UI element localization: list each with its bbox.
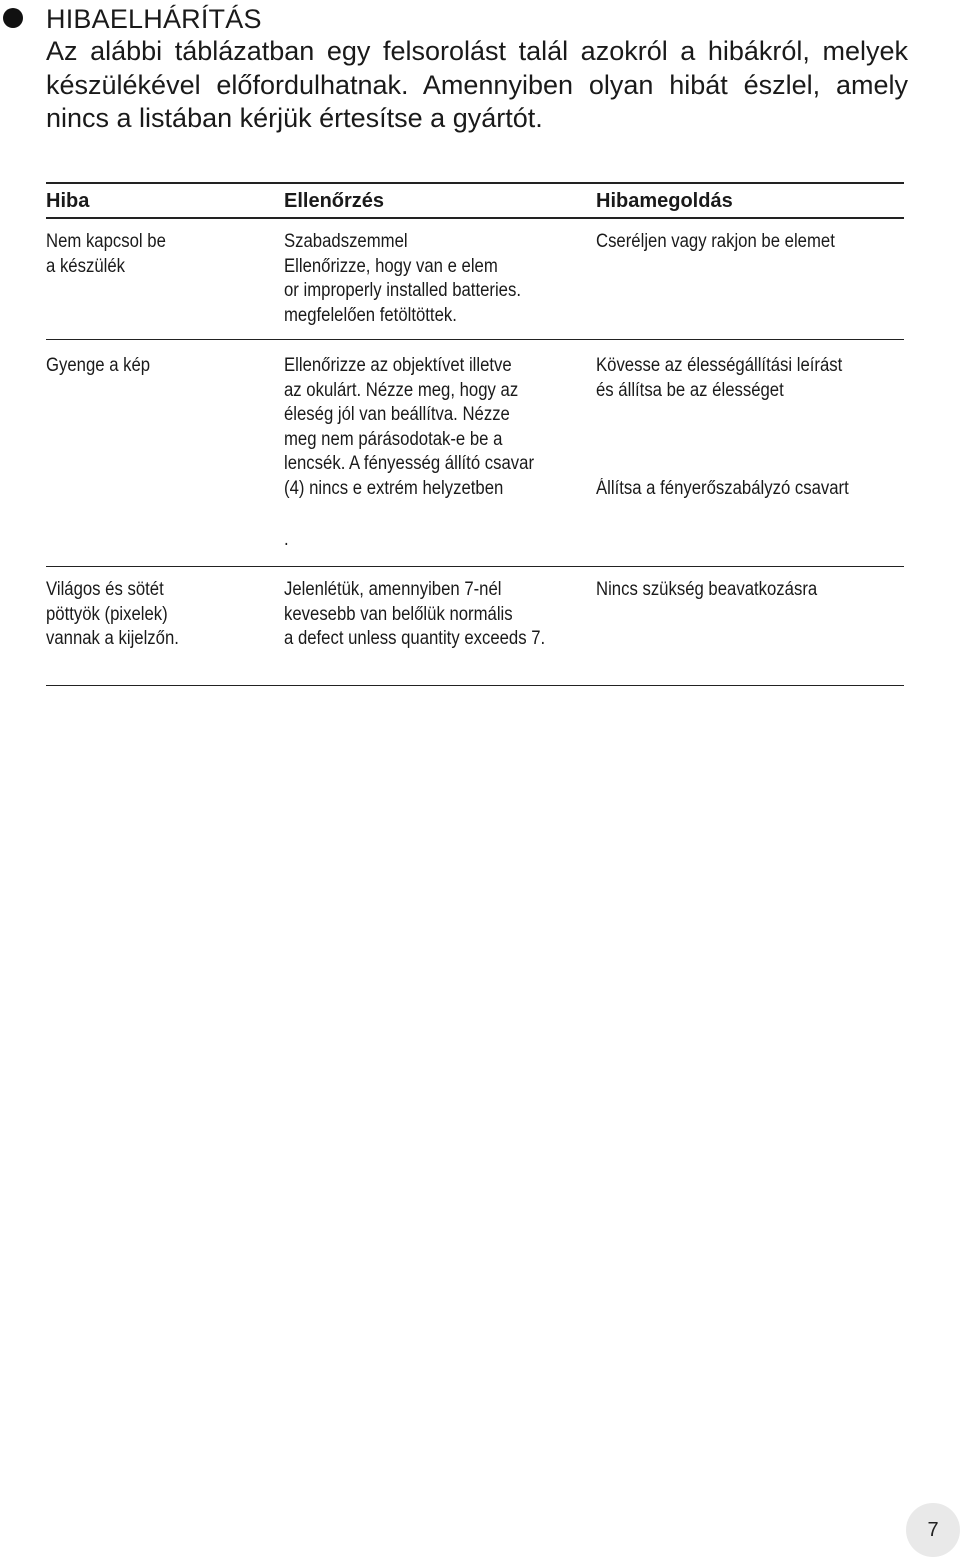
- intro-line: nincs a listában kérjük értesítse a gyártót.: [46, 103, 543, 133]
- page-number: 7: [906, 1503, 960, 1557]
- table-row-2-hiba: [46, 354, 150, 379]
- cell-line: Szabadszemmel: [284, 231, 408, 252]
- cell-line: lencsék. A fényesség állító csavar: [284, 453, 535, 474]
- cell-line: a defect unless quantity exceeds 7.: [284, 628, 546, 649]
- cell-line: az okulárt. Nézze meg, hogy az: [284, 379, 519, 401]
- cell-line: Nem kapcsol be: [46, 231, 166, 252]
- cell-line: Jelenlétük, amennyiben 7-nél: [284, 579, 502, 600]
- column-header-ellenorzes: Ellenőrzés: [284, 190, 385, 212]
- table-row-2-megoldas-extra: Állítsa a fényerőszabályzó csavart: [596, 478, 849, 499]
- table-top-rule: [46, 182, 904, 184]
- cell-line: Nincs szükség beavatkozásra: [596, 579, 818, 600]
- table-row-3-megoldas: [596, 578, 817, 603]
- section-title: HIBAELHÁRÍTÁS: [46, 4, 262, 34]
- intro-line: Az alábbi táblázatban egy felsorolást talál azokról a hibákról, melyek: [46, 36, 908, 66]
- cell-line: pöttyök (pixelek): [46, 603, 168, 625]
- table-header-rule: [46, 217, 904, 219]
- cell-line: (4) nincs e extrém helyzetben: [284, 477, 504, 499]
- cell-line: megfelelően fetöltöttek.: [284, 304, 457, 326]
- column-header-hibamegoldas: Hibamegoldás: [596, 190, 733, 212]
- cell-line: éleség jól van beállítva. Nézze: [284, 404, 510, 425]
- table-row-2-megoldas: [596, 354, 842, 403]
- cell-line: a készülék: [46, 255, 126, 277]
- section-bullet-icon: [3, 8, 23, 28]
- cell-line: Ellenőrizze, hogy van e elem: [284, 255, 498, 277]
- cell-line: Cseréljen vagy rakjon be elemet: [596, 231, 835, 252]
- table-row-2-ellenorzes: [284, 354, 534, 501]
- table-row-1-megoldas: [596, 230, 835, 255]
- cell-line: Gyenge a kép: [46, 355, 151, 376]
- cell-line: kevesebb van belőlük normális: [284, 603, 513, 625]
- cell-line: Világos és sötét: [46, 579, 164, 600]
- table-row-2-ellenorzes-extra: .: [284, 529, 289, 550]
- row-divider: [46, 566, 904, 567]
- cell-line: és állítsa be az élességet: [596, 379, 784, 401]
- intro-paragraph: [46, 35, 908, 136]
- table-row-1-hiba: [46, 230, 166, 279]
- table-row-3-hiba: [46, 578, 179, 652]
- intro-line: készülékével előfordulhatnak. Amennyiben olyan hibát észlel, amely: [46, 69, 908, 100]
- table-bottom-rule: [46, 685, 904, 686]
- row-divider: [46, 339, 904, 340]
- cell-line: vannak a kijelzőn.: [46, 628, 179, 649]
- table-row-3-ellenorzes: [284, 578, 545, 652]
- cell-line: Ellenőrizze az objektívet illetve: [284, 355, 512, 376]
- cell-line: or improperly installed batteries.: [284, 280, 521, 301]
- column-header-hiba: Hiba: [46, 190, 90, 212]
- cell-line: meg nem párásodotak-e be a: [284, 428, 503, 450]
- table-row-1-ellenorzes: [284, 230, 521, 328]
- cell-line: Kövesse az élességállítási leírást: [596, 355, 843, 376]
